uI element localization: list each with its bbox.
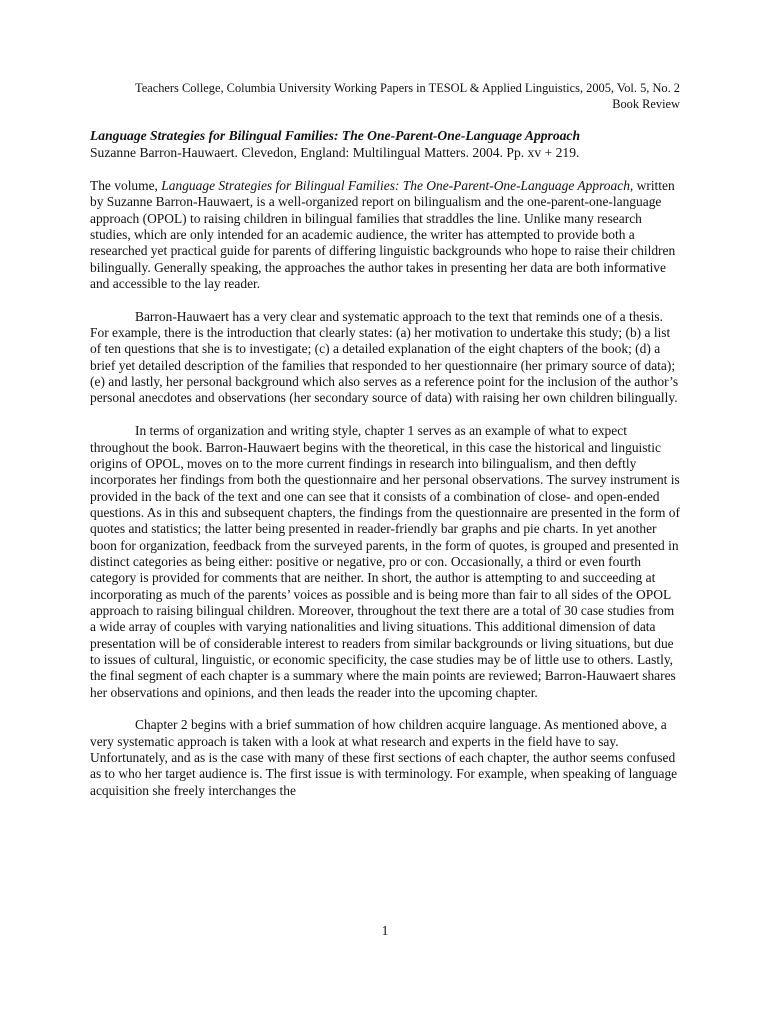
document-page: [90, 0, 680, 1024]
paragraph-1-text: , written by Suzanne Barron-Hauwaert, is a well-organized report on bilingualism and the one-parent-one-language approach (OPOL) to raising children in bilingual families that straddles the line. Unlike many research studies, which are only intended for an academic audience, the writer has attempted to provide both a researched yet practical guide for parents of differing linguistic backgrounds who hope to raise their children bilingually. Generally speaking, the approaches the author takes in presenting her data are both informative and accessible to the lay reader.: [90, 178, 676, 292]
paragraph-4: Chapter 2 begins with a brief summation of how children acquire language. As mentioned above, a very systematic approach is taken with a look at what research and experts in the field have to say. Unfortunately, and as is the case with many of these first sections of each chapter, the author seems confused as to who her target audience is. The first issue is with terminology. For example, when speaking of language acquisition she freely interchanges the: [90, 717, 678, 798]
page-number: 1: [381, 923, 389, 938]
running-header: [90, 80, 680, 112]
paragraph-1-book-title: Language Strategies for Bilingual Families: The One-Parent-One-Language Approach: [161, 178, 630, 193]
section-label: Book Review: [612, 97, 680, 111]
paragraph-3: In terms of organization and writing style, chapter 1 serves as an example of what to expect throughout the book. Barron-Hauwaert begins with the theoretical, in this case the historical and linguistic origins of OPOL, moves on to the more current findings in research into bilingualism, and then deftly incorporates her findings from both the questionnaire and her personal observations. The survey instrument is provided in the back of the text and one can see that it consists of a combination of close- and open-ended questions. As in this and subsequent chapters, the findings from the questionnaire are presented in the form of quotes and statistics; the latter being presented in reader-friendly bar graphs and pie charts. In yet another boon for organization, feedback from the surveyed parents, in the form of quotes, is grouped and presented in distinct categories as being either: positive or negative, pro or con. Occasionally, a third or even fourth category is provided for comments that are neither. In short, the author is attempting to and succeeding at incorporating as much of the parents’ voices as possible and is being more than fair to all sides of the OPOL approach to raising bilingual children. Moreover, throughout the text there are a total of 30 case studies from a wide array of couples with varying nationalities and living situations. This additional dimension of data presentation will be of considerable interest to readers from similar backgrounds or living situations, but due to issues of cultural, linguistic, or economic specificity, the case studies may be of little use to others. Lastly, the final segment of each chapter is a summary where the main points are reviewed; Barron-Hauwaert shares her observations and opinions, and then leads the reader into the upcoming chapter.: [90, 423, 680, 700]
review-body: [90, 178, 680, 815]
journal-citation-line: Teachers College, Columbia University Working Papers in TESOL & Applied Linguistics, 2005, Vol. 5, No. 2: [135, 81, 680, 95]
book-title: Language Strategies for Bilingual Families: The One-Parent-One-Language Approach: [90, 128, 581, 143]
book-citation: [90, 127, 680, 161]
paragraph-1: [90, 178, 680, 292]
book-publication-info: Suzanne Barron-Hauwaert. Clevedon, England: Multilingual Matters. 2004. Pp. xv + 219.: [90, 145, 580, 160]
paragraph-1-lead: The volume,: [90, 178, 162, 193]
paragraph-2: Barron-Hauwaert has a very clear and systematic approach to the text that reminds one of a thesis. For example, there is the introduction that clearly states: (a) her motivation to undertake this study; (b) a list of ten questions that she is to investigate; (c) a detailed explanation of the eight chapters of the book; (d) a brief yet detailed description of the families that responded to her questionnaire (her primary source of data); (e) and lastly, her personal background which also serves as a reference point for the inclusion of the author’s personal anecdotes and observations (her secondary source of data) with raising her own children bilingually.: [90, 308, 679, 406]
